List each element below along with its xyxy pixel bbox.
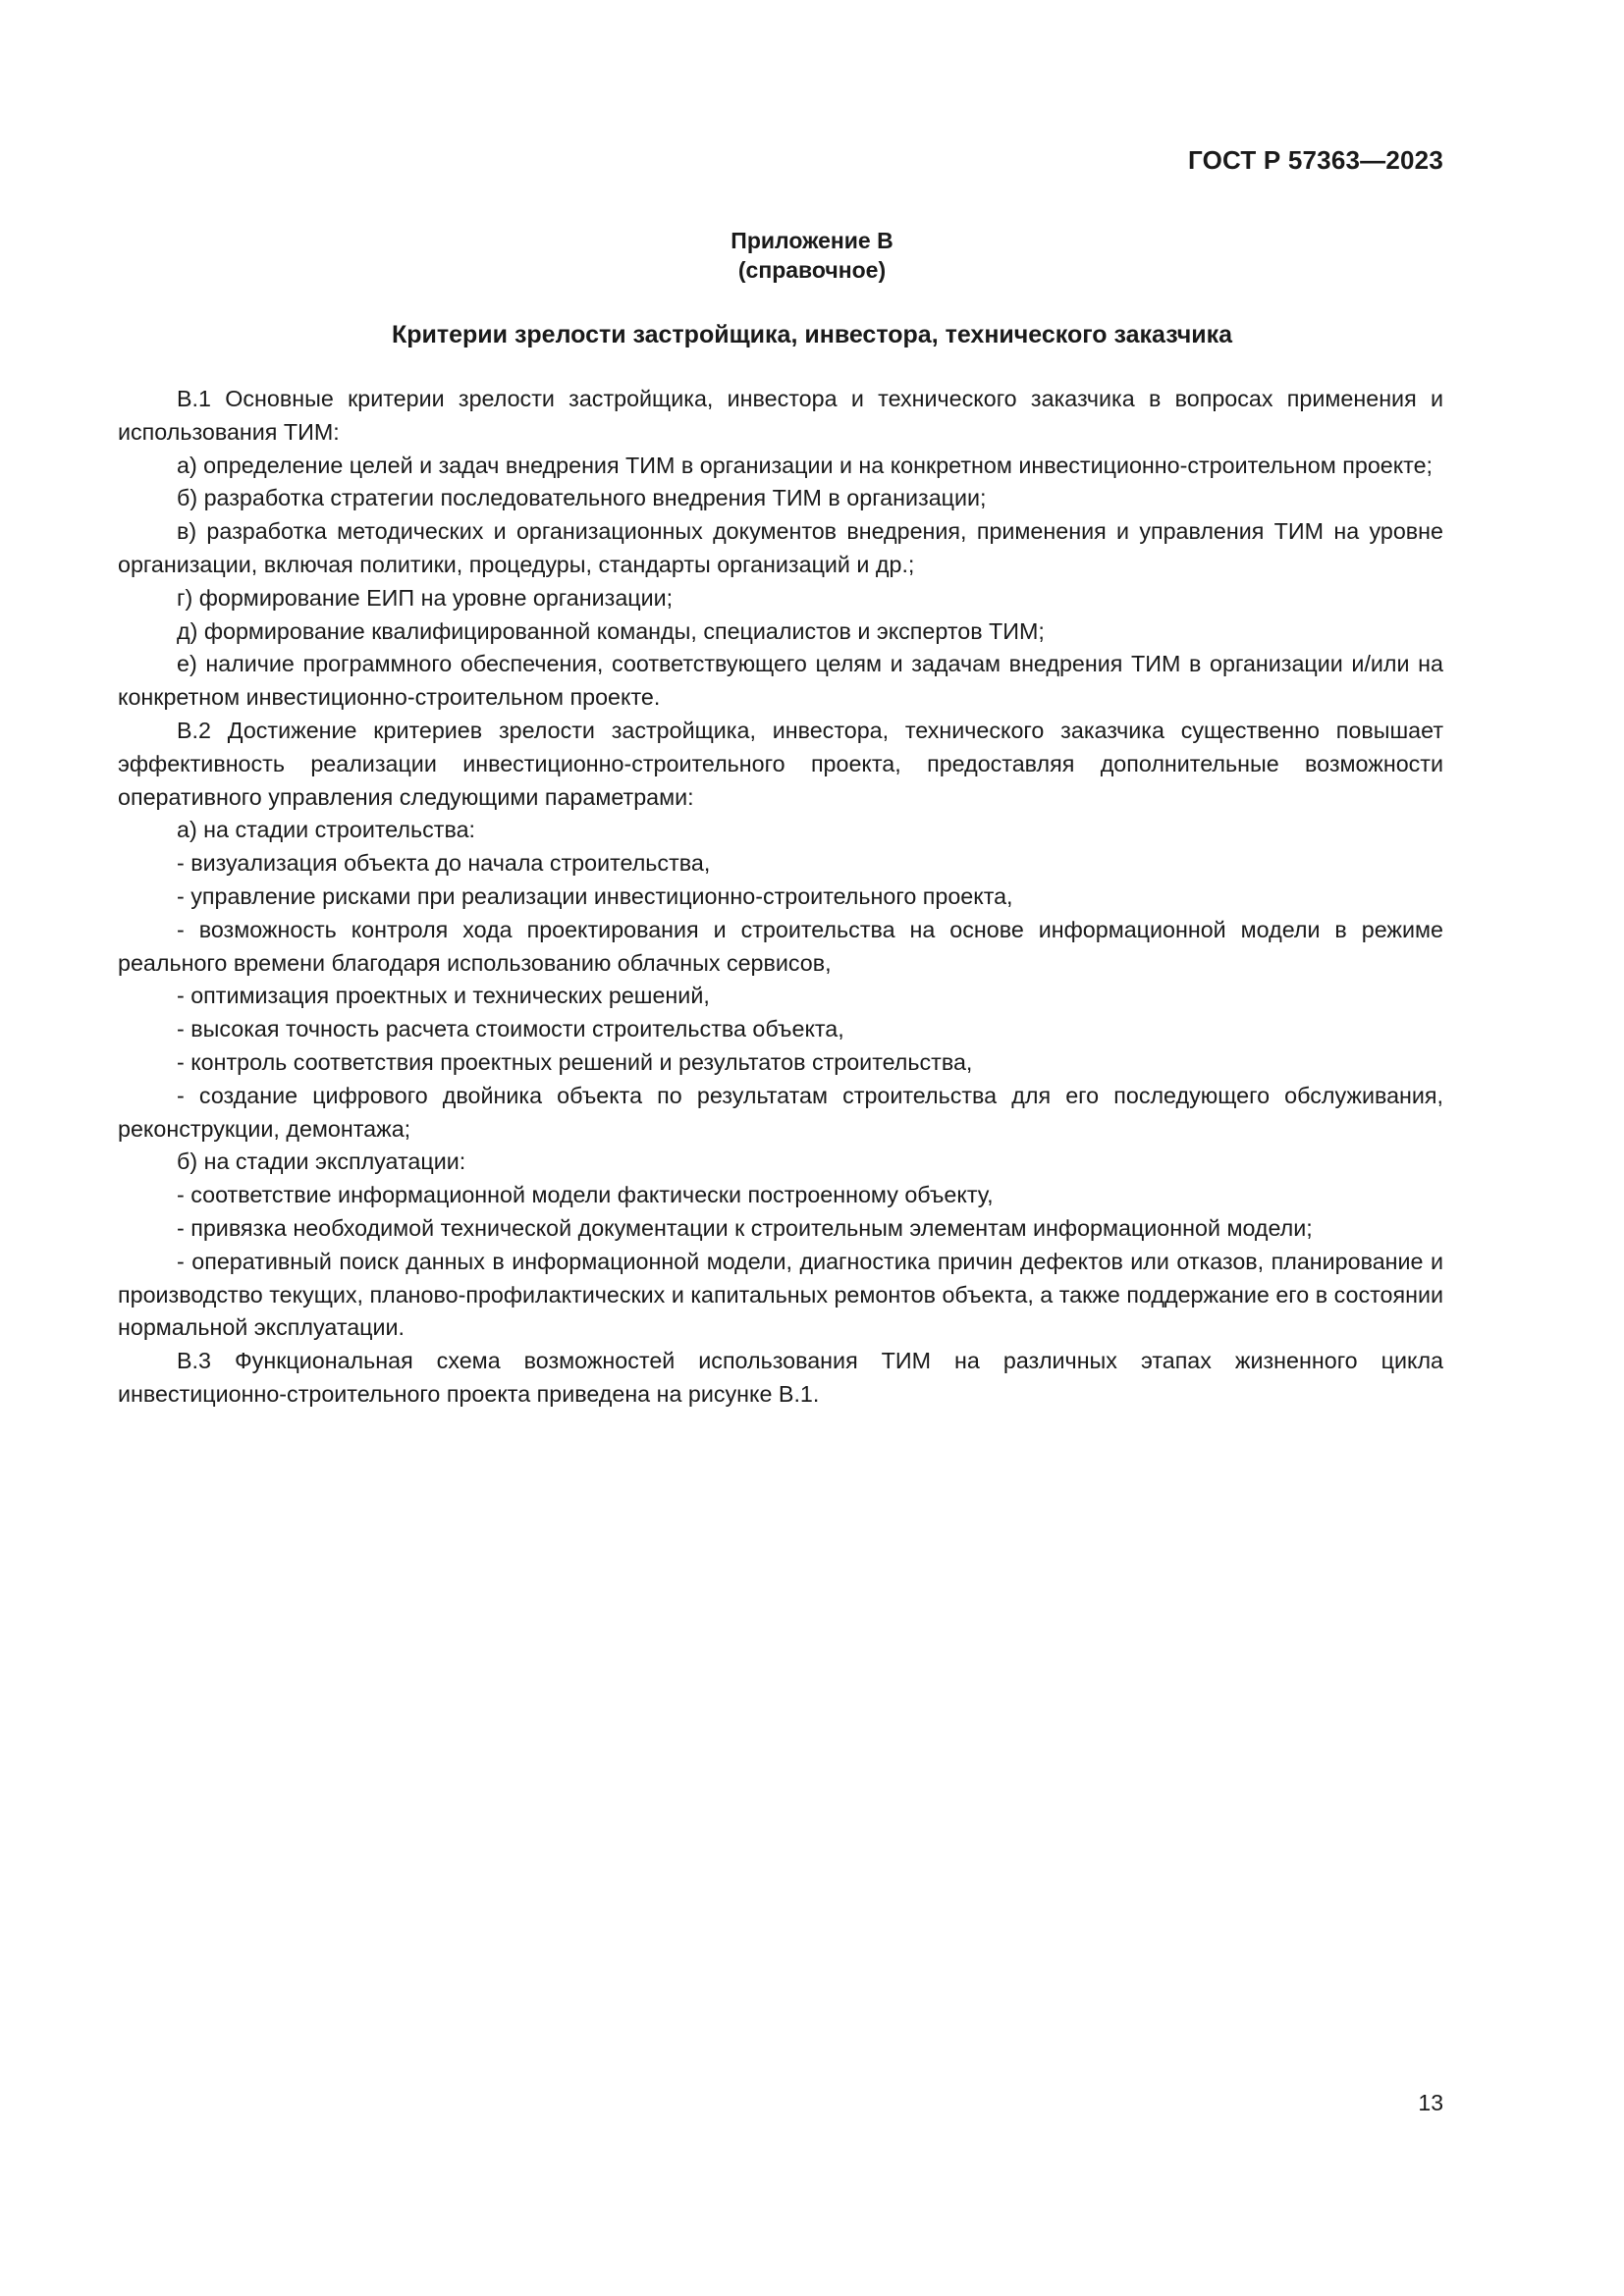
bullet-item: - привязка необходимой технической документации к строительным элементам информационной модели; — [177, 1214, 1313, 1241]
bullet-item: - визуализация объекта до начала строительства, — [177, 850, 711, 877]
list-item: а) на стадии строительства: — [177, 817, 476, 843]
appendix-subtitle: (справочное) — [737, 257, 887, 283]
paragraph: В.3 Функциональная схема возможностей использования ТИМ на различных этапах жизненного цикла инвестиционно-строительного проекта приведена на рисунке В.1. — [118, 1348, 1443, 1407]
list-item: д) формирование квалифицированной команды, специалистов и экспертов ТИМ; — [177, 617, 1045, 644]
list-item: б) разработка стратегии последовательного внедрения ТИМ в организации; — [177, 485, 987, 511]
body-text — [118, 383, 1443, 1412]
page-number: 13 — [1418, 2090, 1443, 2115]
bullet-item: - контроль соответствия проектных решений и результатов строительства, — [177, 1048, 973, 1075]
appendix-title-block — [0, 226, 1624, 285]
bullet-item: - возможность контроля хода проектирования и строительства на основе информационной модели в режиме реального времени благодаря использованию облачных сервисов, — [118, 916, 1443, 976]
list-item: в) разработка методических и организационных документов внедрения, применения и управления ТИМ на уровне организации, включая политики, процедуры, стандарты организаций и др.; — [118, 518, 1443, 577]
list-item: е) наличие программного обеспечения, соответствующего целям и задачам внедрения ТИМ в организации и/или на конкретном инвестиционно-строительном проекте. — [118, 651, 1443, 711]
appendix-title: Приложение В — [731, 228, 893, 253]
bullet-item: - оперативный поиск данных в информационной модели, диагностика причин дефектов или отказов, планирование и производство текущих, планово-профилактических и капитальных ремонтов объекта, а также поддержание его в состоянии нормальной эксплуатации. — [118, 1248, 1443, 1341]
document-number: ГОСТ Р 57363—2023 — [1188, 145, 1443, 175]
section-heading: Критерии зрелости застройщика, инвестора, технического заказчика — [391, 321, 1233, 348]
paragraph: В.2 Достижение критериев зрелости застройщика, инвестора, технического заказчика существенно повышает эффективность реализации инвестиционно-строительного проекта, предоставляя дополнительные возможности оперативного управления следующими параметрами: — [118, 717, 1443, 810]
list-item: б) на стадии эксплуатации: — [177, 1148, 466, 1175]
bullet-item: - соответствие информационной модели фактически построенному объекту, — [177, 1182, 994, 1208]
bullet-item: - оптимизация проектных и технических решений, — [177, 983, 710, 1009]
bullet-item: - создание цифрового двойника объекта по результатам строительства для его последующего обслуживания, реконструкции, демонтажа; — [118, 1082, 1443, 1142]
list-item: а) определение целей и задач внедрения ТИМ в организации и на конкретном инвестиционно-строительном проекте; — [177, 452, 1434, 478]
bullet-item: - управление рисками при реализации инвестиционно-строительного проекта, — [177, 882, 1013, 909]
bullet-item: - высокая точность расчета стоимости строительства объекта, — [177, 1016, 844, 1042]
list-item: г) формирование ЕИП на уровне организации; — [177, 584, 674, 611]
paragraph: В.1 Основные критерии зрелости застройщика, инвестора и технического заказчика в вопросах применения и использования ТИМ: — [118, 386, 1443, 445]
